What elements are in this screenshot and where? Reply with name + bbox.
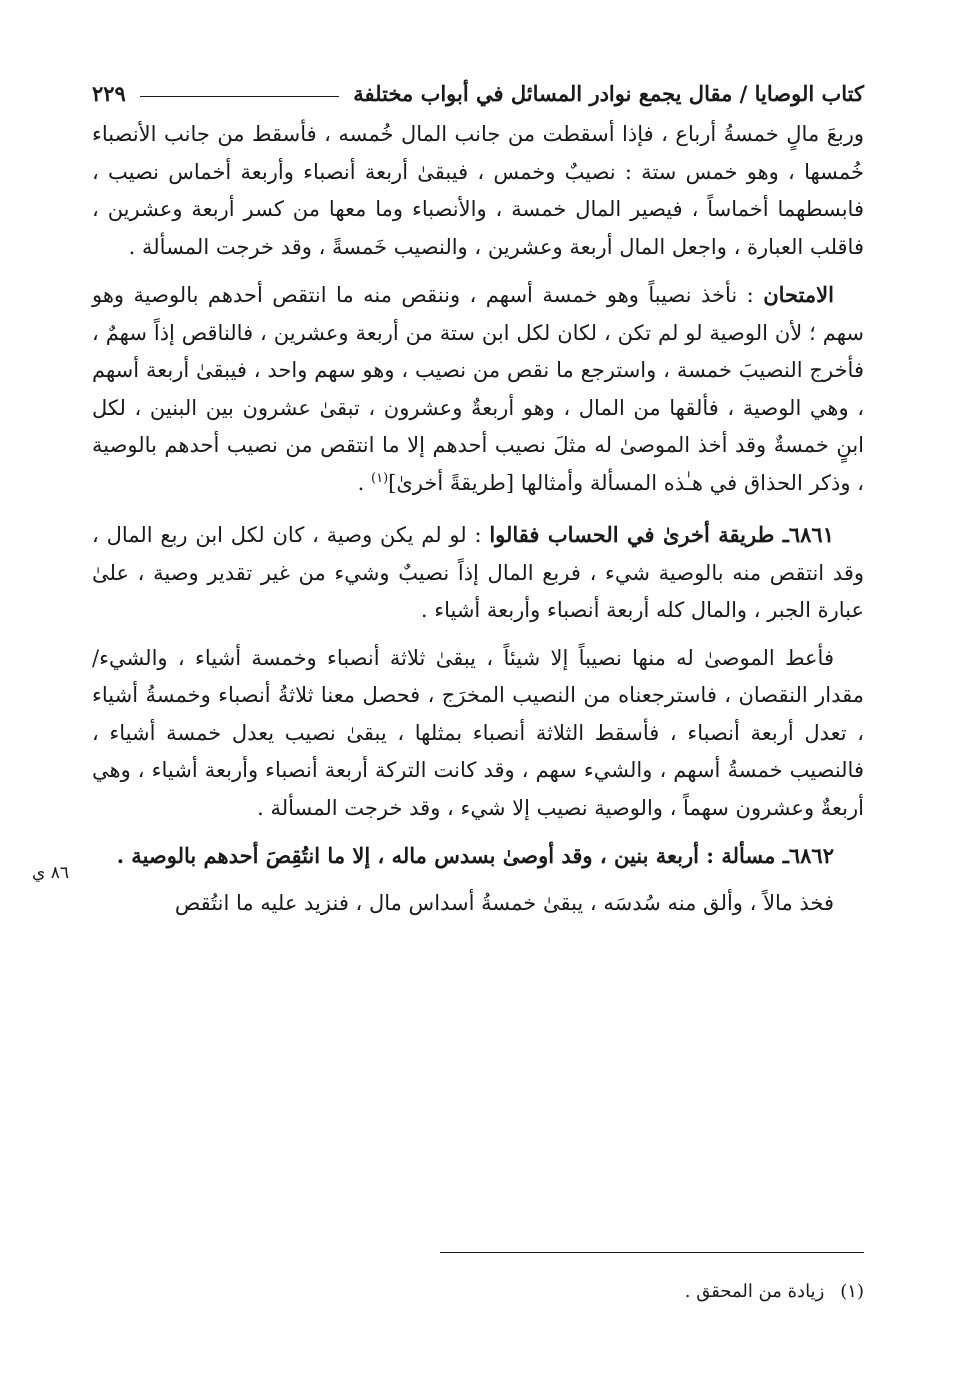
paragraph-2: [92, 276, 864, 502]
header-rule: [140, 96, 339, 97]
page: [92, 70, 864, 922]
footnote: [685, 1281, 864, 1302]
paragraph-2-text: : نأخذ نصيباً وهو خمسة أسهم ، وننقص منه ما انتقص أحدهم بالوصية وهو سهم ؛ لأن الوصية لو لم تكن ، لكان لكل ابن ستة من أربعة وعشرين ، فالناقص إذاً سهمٌ ، فأخرج النصيبَ خمسة ، واسترجع ما نقص من نصيب ، وهو سهم واحد ، فيبقىٰ أربعة أسهم ، وهي الوصية ، فألقها من المال ، وهو أربعةٌ وعشرون ، تبقىٰ عشرون بين البنين ، لكل ابنٍ خمسةٌ وقد أخذ الموصىٰ له مثلَ نصيب أحدهم إلا ما انتقص من نصيب أحدهم بالوصية ، وذكر الحذاق في هـٰذه المسألة وأمثالها [طريقةً أخرىٰ]: [92, 283, 864, 495]
footnote-ref: (١): [371, 470, 389, 486]
paragraph-3: [92, 516, 864, 630]
footnote-number: (١): [840, 1281, 864, 1302]
paragraph-5: ٦٨٦٢ـ مسألة : أربعة بنين ، وقد أوصىٰ بسدس ماله ، إلا ما انتُقِصَ أحدهم بالوصية .: [116, 843, 834, 868]
body-text: [92, 116, 864, 922]
running-header: [92, 70, 864, 116]
header-title: كتاب الوصايا / مقال يجمع نوادر المسائل في أبواب مختلفة: [353, 80, 864, 106]
paragraph-3-text: : لو لم يكن وصية ، كان لكل ابن ربع المال ، وقد انتقص منه بالوصية شيء ، فربع المال إذاً نصيبٌ وشيء من غير تقدير وصية ، علىٰ عبارة الجبر ، والمال كله أربعة أنصباء وأربعة أشياء .: [92, 523, 864, 622]
paragraph-4: فأعط الموصىٰ له منها نصيباً إلا شيئاً ، يبقىٰ ثلاثة أنصباء وخمسة أشياء ، والشيء/ مقدار النقصان ، فاسترجعناه من النصيب المخرَج ، فحصل معنا ثلاثةُ أنصباء وخمسةُ أشياء ، تعدل أربعة أنصباء ، فأسقط الثلاثة أنصباء بمثلها ، يبقىٰ نصيب يعدل خمسة أشياء ، فالنصيب خمسةُ أسهم ، والشيء سهم ، وقد كانت التركة أربعة أنصباء وأربعة أشياء ، وهي أربعةٌ وعشرون سهماً ، والوصية نصيب إلا شيء ، وقد خرجت المسألة .: [92, 645, 864, 820]
margin-note: ٨٦ ي: [32, 863, 69, 883]
paragraph-3-lead: ٦٨٦١ـ طريقة أخرىٰ في الحساب فقالوا: [489, 522, 834, 547]
paragraph-1: وربعَ مالٍ خمسةُ أرباع ، فإذا أسقطت من جانب المال خُمسه ، فأسقط من جانب الأنصباء خُمسها ، وهو خمس ستة : نصيبٌ وخمس ، فيبقىٰ أربعة أنصباء وأربعة أخماس نصيب ، فابسطهما أخماساً ، فيصير المال خمسة ، والأنصباء وما معها من كسر أربعة وعشرين ، فاقلب العبارة ، واجعل المال أربعة وعشرين ، والنصيب خَمسةً ، وقد خرجت المسألة .: [92, 122, 864, 259]
paragraph-2-lead: الامتحان: [763, 282, 834, 307]
paragraph-2-end: .: [357, 470, 372, 495]
footnote-rule: [440, 1252, 864, 1253]
paragraph-6: فخذ مالاً ، وألق منه سُدسَه ، يبقىٰ خمسةُ أسداس مال ، فنزيد عليه ما انتُقص: [174, 890, 834, 915]
footnote-text: زيادة من المحقق .: [684, 1281, 825, 1302]
page-number: ٢٢٩: [92, 80, 126, 106]
